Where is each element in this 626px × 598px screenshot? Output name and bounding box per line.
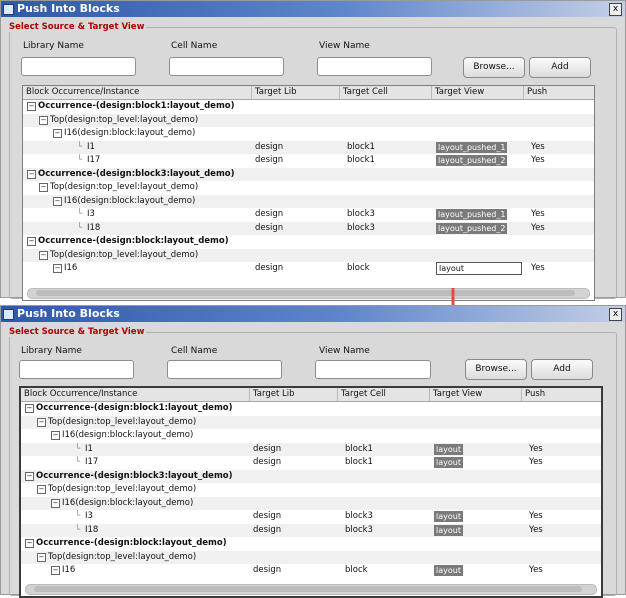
target-lib-cell: design — [255, 155, 284, 165]
library-name-input[interactable] — [21, 57, 136, 76]
table-row[interactable] — [21, 470, 601, 484]
table-row[interactable] — [21, 443, 601, 457]
table-row[interactable] — [21, 564, 601, 578]
target-cell-cell: block3 — [345, 524, 373, 535]
collapse-toggle-icon[interactable]: − — [54, 129, 61, 137]
column-header[interactable]: Push — [527, 87, 548, 97]
collapse-toggle-icon[interactable]: − — [40, 250, 47, 259]
target-lib-cell: design — [255, 263, 284, 273]
collapse-toggle-icon[interactable]: − — [52, 566, 59, 574]
tree-branch-icon: └ — [75, 524, 81, 535]
occurrence-label: Occurrence-(design:block:layout_demo) — [36, 538, 227, 548]
table-row[interactable] — [23, 249, 594, 263]
tree-branch-icon: └ — [77, 209, 83, 219]
push-cell[interactable]: Yes — [531, 209, 545, 219]
tree-branch-icon: └ — [75, 511, 81, 521]
collapse-toggle-icon[interactable]: − — [52, 498, 59, 507]
table-row[interactable] — [21, 497, 601, 511]
column-header[interactable]: Target View — [435, 87, 485, 97]
scrollbar-thumb[interactable] — [36, 290, 575, 296]
push-into-blocks-dialog-after — [0, 305, 626, 595]
window-icon — [3, 309, 14, 320]
target-cell-cell: block3 — [347, 209, 375, 219]
table-row[interactable] — [23, 262, 594, 276]
target-cell-cell: block3 — [345, 511, 373, 521]
library-name-input[interactable] — [19, 360, 134, 379]
occurrence-label: I18 — [87, 222, 101, 233]
target-cell-cell: block1 — [345, 443, 373, 454]
target-cell-cell: block1 — [347, 141, 375, 152]
column-header[interactable]: Block Occurrence/Instance — [26, 87, 140, 97]
collapse-toggle-icon[interactable]: − — [54, 264, 61, 272]
occurrence-label: I16 — [62, 565, 76, 575]
target-lib-cell: design — [253, 524, 282, 535]
occurrence-label: I17 — [85, 457, 99, 467]
table-row[interactable] — [23, 141, 594, 155]
target-lib-cell: design — [255, 222, 284, 233]
collapse-toggle-icon[interactable]: − — [38, 552, 45, 561]
target-view-cell[interactable]: layout — [436, 566, 461, 575]
view-name-input[interactable] — [317, 57, 432, 76]
window-icon — [3, 4, 14, 15]
column-separator[interactable] — [337, 388, 338, 401]
title-bar — [1, 306, 625, 322]
column-separator[interactable] — [251, 86, 252, 99]
table-row[interactable] — [21, 510, 601, 524]
push-cell[interactable]: Yes — [531, 155, 545, 165]
collapse-toggle-icon[interactable]: − — [38, 485, 45, 493]
target-cell-cell: block1 — [347, 155, 375, 165]
table-row[interactable] — [21, 429, 601, 443]
target-lib-cell: design — [253, 443, 282, 454]
column-header[interactable]: Target Cell — [343, 87, 388, 97]
view-name-input[interactable] — [315, 360, 431, 379]
cell-name-input[interactable] — [167, 360, 282, 379]
occurrence-label: I16(design:block:layout_demo) — [64, 195, 196, 206]
collapse-toggle-icon[interactable]: − — [38, 417, 45, 426]
occurrence-label: Top(design:top_level:layout_demo) — [50, 249, 199, 260]
group-title: Select Source & Target View — [9, 22, 145, 32]
collapse-toggle-icon[interactable]: − — [40, 115, 47, 124]
table-row[interactable] — [21, 537, 601, 551]
collapse-toggle-icon[interactable]: − — [26, 471, 33, 480]
target-lib-cell: design — [253, 565, 282, 575]
target-view-cell[interactable]: layout — [436, 458, 461, 467]
column-separator[interactable] — [431, 86, 432, 99]
occurrence-label: I16(design:block:layout_demo) — [62, 497, 194, 508]
collapse-toggle-icon[interactable]: − — [54, 196, 61, 205]
view-name-label: View Name — [319, 41, 370, 51]
target-view-cell[interactable]: layout_pushed_1 — [438, 142, 506, 152]
occurrence-label: Top(design:top_level:layout_demo) — [48, 416, 197, 427]
occurrence-label: I1 — [85, 443, 93, 454]
push-cell[interactable]: Yes — [529, 511, 543, 521]
column-header[interactable]: Block Occurrence/Instance — [24, 389, 138, 399]
occurrence-label: Occurrence-(design:block:layout_demo) — [38, 236, 229, 246]
library-name-label: Library Name — [21, 346, 82, 356]
table-row[interactable] — [23, 114, 594, 128]
occurrence-label: I16(design:block:layout_demo) — [64, 128, 196, 138]
target-view-cell[interactable]: layout_pushed_2 — [438, 223, 506, 233]
column-header[interactable]: Push — [525, 389, 546, 399]
target-view-cell[interactable]: layout_pushed_1 — [438, 210, 506, 219]
target-cell-cell: block1 — [345, 457, 373, 467]
column-separator[interactable] — [429, 388, 430, 401]
table-row[interactable] — [23, 195, 594, 209]
occurrence-label: Occurrence-(design:block1:layout_demo) — [36, 403, 233, 413]
table-row[interactable] — [23, 168, 594, 182]
collapse-toggle-icon[interactable]: − — [28, 169, 35, 178]
cell-name-label: Cell Name — [171, 41, 218, 51]
tree-branch-icon: └ — [75, 457, 81, 467]
target-lib-cell: design — [255, 141, 284, 152]
table-row[interactable] — [23, 222, 594, 236]
table-row[interactable] — [21, 456, 601, 470]
column-header[interactable]: Target Lib — [255, 87, 297, 97]
occurrence-label: Occurrence-(design:block1:layout_demo) — [38, 101, 235, 111]
push-cell[interactable]: Yes — [531, 263, 545, 273]
cell-name-label: Cell Name — [171, 346, 218, 356]
tree-branch-icon: └ — [77, 222, 83, 233]
target-cell-cell: block — [347, 263, 370, 273]
table-header — [23, 86, 594, 100]
push-cell[interactable]: Yes — [529, 565, 543, 575]
add-button[interactable]: Add — [531, 359, 593, 380]
target-lib-cell: design — [253, 457, 282, 467]
view-name-label: View Name — [319, 346, 370, 356]
table-row[interactable] — [21, 416, 601, 430]
collapse-toggle-icon[interactable]: − — [52, 431, 59, 439]
occurrence-table — [22, 85, 595, 301]
cell-name-input[interactable] — [169, 57, 284, 76]
occurrence-table — [19, 386, 603, 598]
scrollbar-thumb[interactable] — [34, 586, 582, 592]
occurrence-label: I1 — [87, 141, 95, 152]
push-cell[interactable]: Yes — [529, 524, 543, 535]
occurrence-label: Occurrence-(design:block3:layout_demo) — [38, 168, 235, 179]
occurrence-label: I3 — [85, 511, 93, 521]
library-name-label: Library Name — [23, 41, 84, 51]
title-bar — [1, 1, 625, 17]
close-icon[interactable]: x — [609, 308, 622, 321]
occurrence-label: I16 — [64, 263, 78, 273]
table-header — [21, 388, 601, 402]
occurrence-label: Occurrence-(design:block3:layout_demo) — [36, 470, 233, 481]
target-view-input[interactable]: layout — [436, 262, 522, 275]
collapse-toggle-icon[interactable]: − — [26, 539, 33, 547]
browse-button[interactable]: Browse... — [463, 57, 525, 78]
target-view-cell[interactable]: layout — [436, 525, 461, 535]
push-cell[interactable]: Yes — [529, 443, 543, 454]
column-separator[interactable] — [249, 388, 250, 401]
occurrence-label: I18 — [85, 524, 99, 535]
add-button[interactable]: Add — [529, 57, 591, 78]
column-header[interactable]: Target Lib — [253, 389, 295, 399]
target-view-cell[interactable]: layout — [436, 512, 461, 521]
collapse-toggle-icon[interactable]: − — [28, 102, 35, 110]
target-cell-cell: block — [345, 565, 368, 575]
push-cell[interactable]: Yes — [531, 222, 545, 233]
dialog-title: Push Into Blocks — [17, 2, 120, 15]
horizontal-scrollbar[interactable] — [25, 584, 597, 595]
target-cell-cell: block3 — [347, 222, 375, 233]
occurrence-label: I17 — [87, 155, 101, 165]
column-header[interactable]: Target Cell — [341, 389, 386, 399]
occurrence-label: Top(design:top_level:layout_demo) — [48, 551, 197, 562]
table-row[interactable] — [23, 154, 594, 168]
push-into-blocks-dialog-before — [0, 0, 626, 298]
column-separator[interactable] — [521, 388, 522, 401]
collapse-toggle-icon[interactable]: − — [26, 404, 33, 412]
tree-branch-icon: └ — [77, 141, 83, 152]
occurrence-label: I3 — [87, 209, 95, 219]
browse-button[interactable]: Browse... — [465, 359, 527, 380]
table-row[interactable] — [21, 551, 601, 565]
tree-branch-icon: └ — [75, 443, 81, 454]
tree-branch-icon: └ — [77, 155, 83, 165]
column-separator[interactable] — [523, 86, 524, 99]
group-title: Select Source & Target View — [9, 327, 145, 337]
table-row[interactable] — [23, 100, 594, 114]
push-cell[interactable]: Yes — [529, 457, 543, 467]
occurrence-label: I16(design:block:layout_demo) — [62, 430, 194, 440]
table-row[interactable] — [21, 483, 601, 497]
target-lib-cell: design — [255, 209, 284, 219]
push-cell[interactable]: Yes — [531, 141, 545, 152]
occurrence-label: Top(design:top_level:layout_demo) — [50, 182, 199, 192]
column-header[interactable]: Target View — [433, 389, 483, 399]
table-row[interactable] — [23, 208, 594, 222]
occurrence-label: Top(design:top_level:layout_demo) — [50, 114, 199, 125]
occurrence-label: Top(design:top_level:layout_demo) — [48, 484, 197, 494]
table-row[interactable] — [23, 127, 594, 141]
table-row[interactable] — [23, 181, 594, 195]
target-lib-cell: design — [253, 511, 282, 521]
target-view-cell[interactable]: layout — [436, 444, 461, 454]
table-row[interactable] — [21, 524, 601, 538]
dialog-title: Push Into Blocks — [17, 307, 120, 320]
target-view-cell[interactable]: layout_pushed_2 — [438, 156, 506, 165]
column-separator[interactable] — [339, 86, 340, 99]
close-icon[interactable]: x — [609, 3, 622, 16]
table-row[interactable] — [21, 402, 601, 416]
table-row[interactable] — [23, 235, 594, 249]
horizontal-scrollbar[interactable] — [27, 288, 590, 299]
collapse-toggle-icon[interactable]: − — [40, 183, 47, 191]
collapse-toggle-icon[interactable]: − — [28, 237, 35, 245]
